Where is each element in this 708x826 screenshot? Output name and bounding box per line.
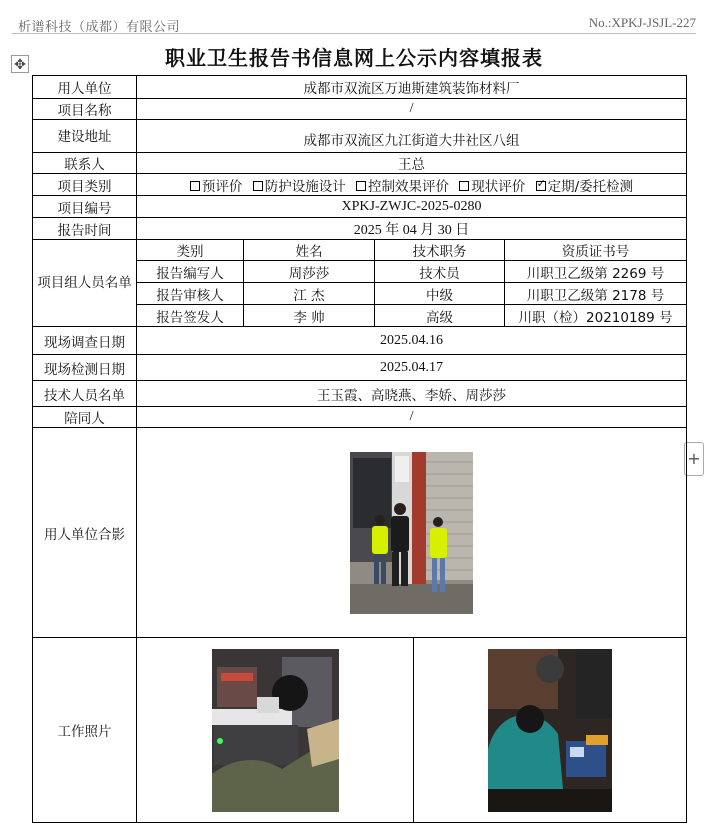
work-photo-cell-right: [414, 638, 687, 823]
member-cert: 川职（检）20210189 号: [505, 305, 687, 327]
option-protection-design[interactable]: 防护设施设计: [253, 179, 346, 195]
contact-value: 王总: [137, 153, 687, 174]
row-test-date: [33, 355, 687, 381]
member-name: 李 帅: [244, 305, 375, 327]
team-header-title: 技术职务: [375, 240, 505, 261]
info-form-table: [32, 75, 687, 823]
report-time-label: 报告时间: [33, 218, 137, 240]
team-label: 项目组人员名单: [33, 240, 137, 327]
row-escort: [33, 407, 687, 428]
member-name: 周莎莎: [244, 261, 375, 283]
header-divider: [12, 33, 696, 34]
row-survey-date: [33, 327, 687, 355]
category-options: [137, 174, 687, 196]
table-move-handle-icon[interactable]: ✥: [11, 55, 29, 73]
row-report-time: [33, 218, 687, 240]
company-name: 析谱科技（成都）有限公司: [18, 20, 181, 35]
project-no-label: 项目编号: [33, 196, 137, 218]
option-periodic-testing[interactable]: ✓ 定期/委托检测: [536, 179, 634, 195]
option-pre-evaluation[interactable]: 预评价: [190, 179, 243, 195]
row-group-photo: [33, 428, 687, 638]
survey-date-label: 现场调查日期: [33, 327, 137, 355]
work-photo-right-image: [488, 649, 612, 812]
team-header-cert: 资质证书号: [505, 240, 687, 261]
employer-label: 用人单位: [33, 76, 137, 99]
checkbox-periodic-testing[interactable]: [536, 181, 546, 191]
option-control-effect[interactable]: 控制效果评价: [356, 179, 449, 195]
row-contact: [33, 153, 687, 174]
row-technicians: [33, 381, 687, 407]
member-name: 江 杰: [244, 283, 375, 305]
report-time-value: 2025 年 04 月 30 日: [137, 218, 687, 240]
row-employer: [33, 76, 687, 99]
project-no-value: XPKJ-ZWJC-2025-0280: [137, 196, 687, 218]
row-category: [33, 174, 687, 196]
work-photo-left-image: [212, 649, 339, 812]
test-date-value: 2025.04.17: [137, 355, 687, 381]
group-photo-label: 用人单位合影: [33, 428, 137, 638]
document-number: No.:XPKJ-JSJL-227: [588, 15, 696, 30]
member-cert: 川职卫乙级第 2178 号: [505, 283, 687, 305]
row-work-photos: [33, 638, 687, 823]
member-title: 技术员: [375, 261, 505, 283]
group-photo-cell: [137, 428, 687, 638]
option-status-evaluation[interactable]: 现状评价: [459, 179, 525, 195]
work-photos-label: 工作照片: [33, 638, 137, 823]
member-role: 报告审核人: [137, 283, 244, 305]
checkbox-pre-evaluation[interactable]: [190, 181, 200, 191]
escort-value: /: [137, 407, 687, 428]
category-label: 项目类别: [33, 174, 137, 196]
team-header-row: [33, 240, 687, 261]
member-role: 报告编写人: [137, 261, 244, 283]
team-header-name: 姓名: [244, 240, 375, 261]
member-title: 高级: [375, 305, 505, 327]
member-role: 报告签发人: [137, 305, 244, 327]
group-photo-image: [350, 452, 473, 614]
checkbox-protection-design[interactable]: [253, 181, 263, 191]
checkbox-control-effect[interactable]: [356, 181, 366, 191]
survey-date-value: 2025.04.16: [137, 327, 687, 355]
technicians-value: 王玉霞、高晓燕、李娇、周莎莎: [137, 381, 687, 407]
row-project-name: [33, 99, 687, 120]
row-address: [33, 120, 687, 153]
employer-value: 成都市双流区万迪斯建筑装饰材料厂: [137, 76, 687, 99]
project-name-label: 项目名称: [33, 99, 137, 120]
address-label: 建设地址: [33, 120, 137, 153]
member-cert: 川职卫乙级第 2269 号: [505, 261, 687, 283]
member-title: 中级: [375, 283, 505, 305]
project-name-value: /: [137, 99, 687, 120]
work-photo-cell-left: [137, 638, 414, 823]
add-column-button[interactable]: +: [684, 442, 704, 476]
checkbox-status-evaluation[interactable]: [459, 181, 469, 191]
page-title: 职业卫生报告书信息网上公示内容填报表: [165, 46, 543, 70]
technicians-label: 技术人员名单: [33, 381, 137, 407]
address-value: 成都市双流区九江街道大井社区八组: [137, 120, 687, 153]
test-date-label: 现场检测日期: [33, 355, 137, 381]
contact-label: 联系人: [33, 153, 137, 174]
row-project-no: [33, 196, 687, 218]
escort-label: 陪同人: [33, 407, 137, 428]
team-header-role: 类别: [137, 240, 244, 261]
